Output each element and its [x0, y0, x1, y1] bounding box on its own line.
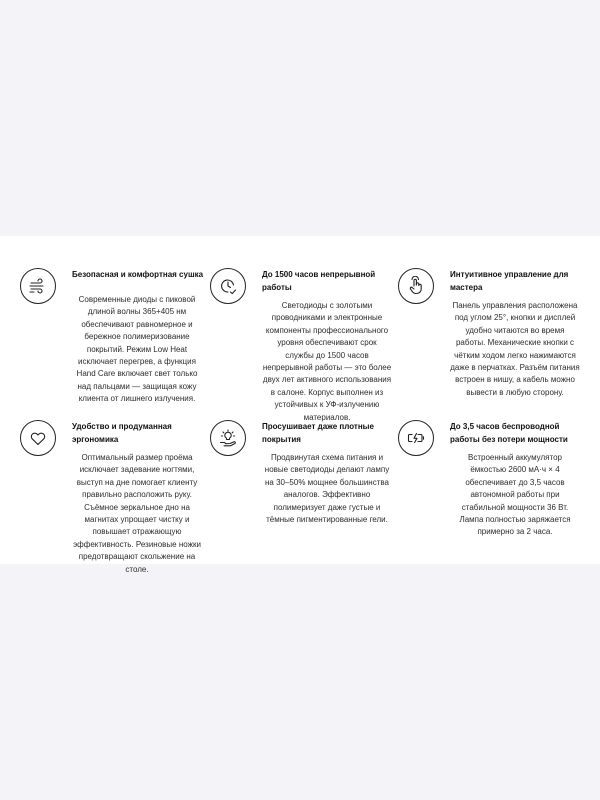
hand-pointer-icon: [398, 268, 434, 304]
feature-description: Встроенный аккумулятор ёмкостью 2600 мА·ч × 4 обеспечивает до 3,5 часов автономной работы при стабильной мощности 36 Вт. Лампа полностью заряжается примерно за 2 часа.: [459, 453, 571, 537]
feature-title: Удобство и продуманная эргономика: [72, 422, 172, 444]
feature-title: До 3,5 часов беспроводной работы без потери мощности: [450, 422, 568, 444]
battery-charging-icon: [398, 420, 434, 456]
feature-description: Современные диоды с пиковой длиной волны 365+405 нм обеспечивают равномерное и бережное полимеризование покрытий. Режим Low Heat исключает перегрев, а функция Hand Care включает свет только над пальцами — защищая кожу клиента от лишнего излучения.: [76, 295, 198, 404]
feature-description: Оптимальный размер проёма исключает задевание ногтями, выступ на дне помогает клиенту правильно расположить руку. Съёмное зеркальное дно на магнитах упрощает чистку и повышает отражающую эффективность. Резиновые ножки предотвращают скольжение на столе.: [73, 453, 201, 574]
feature-title: Безопасная и комфортная сушка: [72, 270, 204, 279]
clock-check-icon: [210, 268, 246, 304]
feature-description: Светодиоды с золотыми проводниками и электронные компоненты профессионального уровня обеспечивают срок службы до 1500 часов непрерывной работы — это более двух лет активного использования в салоне. Корпус выполнен из устойчивых к УФ-излучению материалов.: [262, 301, 392, 422]
features-panel: [0, 236, 600, 574]
feature-title: Просушивает даже плотные покрытия: [262, 422, 374, 444]
wind-icon: [20, 268, 56, 304]
feature-title: Интуитивное управление для мастера: [450, 270, 569, 292]
feature-description: Панель управления расположена под углом 25°, кнопки и дисплей удобно читаются во время работы. Механические кнопки с чётким ходом легко нажимаются даже в перчатках. Разъём питания встроен в нишу, а кабель можно вывести в любую сторону.: [450, 301, 580, 397]
lightbulb-hand-icon: [210, 420, 246, 456]
feature-description: Продвинутая схема питания и новые светодиоды делают лампу на 30–50% мощнее большинства аналогов. Эффективно полимеризует даже густые и тёмные пигментированные гели.: [264, 453, 390, 525]
feature-title: До 1500 часов непрерывной работы: [262, 270, 376, 292]
heart-icon: [20, 420, 56, 456]
